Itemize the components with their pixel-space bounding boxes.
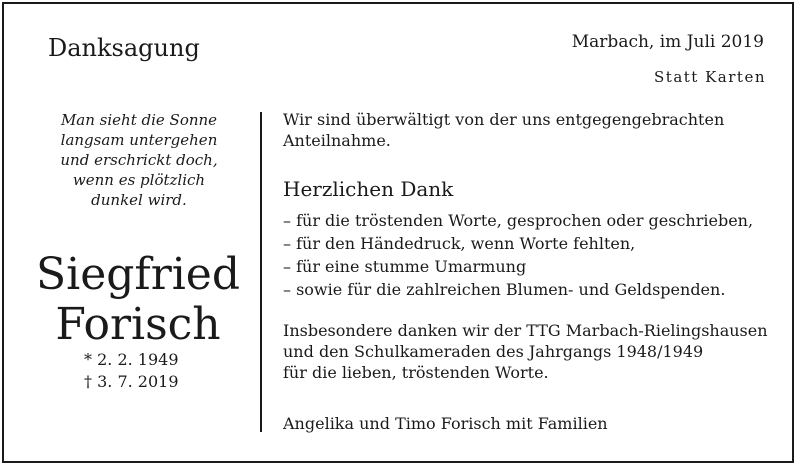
page-title: Danksagung xyxy=(48,34,200,62)
list-item: – für die tröstenden Worte, gesprochen oder geschrieben, xyxy=(283,211,754,230)
poem-line: langsam untergehen xyxy=(60,131,218,149)
birth-date: * 2. 2. 1949 xyxy=(84,350,179,369)
special-line: Insbesondere danken wir der TTG Marbach-Rielingshausen xyxy=(283,321,768,340)
life-dates xyxy=(84,349,179,393)
signature: Angelika und Timo Forisch mit Familien xyxy=(283,414,608,433)
death-date: † 3. 7. 2019 xyxy=(84,372,179,391)
deceased-name xyxy=(22,250,254,350)
list-item: – für eine stumme Umarmung xyxy=(283,257,527,276)
special-thanks xyxy=(283,320,768,383)
place-date: Marbach, im Juli 2019 xyxy=(571,32,764,52)
poem-line: wenn es plötzlich xyxy=(72,171,206,189)
obituary-card xyxy=(2,2,794,463)
intro-line: Anteilnahme. xyxy=(283,131,391,150)
intro-text xyxy=(283,109,783,151)
thanks-heading: Herzlichen Dank xyxy=(283,177,454,201)
list-item: – für den Händedruck, wenn Worte fehlten, xyxy=(283,234,636,253)
list-item: – sowie für die zahlreichen Blumen- und Geldspenden. xyxy=(283,280,726,299)
divider-line xyxy=(260,112,262,432)
memorial-poem xyxy=(26,110,252,210)
special-line: für die lieben, tröstenden Worte. xyxy=(283,363,549,382)
first-name: Siegfried xyxy=(35,249,240,300)
statt-karten-note: Statt Karten xyxy=(654,68,766,86)
thanks-list xyxy=(283,209,753,301)
special-line: und den Schulkameraden des Jahrgangs 1948/1949 xyxy=(283,342,704,361)
poem-line: dunkel wird. xyxy=(91,191,187,209)
poem-line: Man sieht die Sonne xyxy=(60,111,218,129)
poem-line: und erschrickt doch, xyxy=(60,151,218,169)
last-name: Forisch xyxy=(55,299,221,350)
intro-line: Wir sind überwältigt von der uns entgegengebrachten xyxy=(283,110,725,129)
